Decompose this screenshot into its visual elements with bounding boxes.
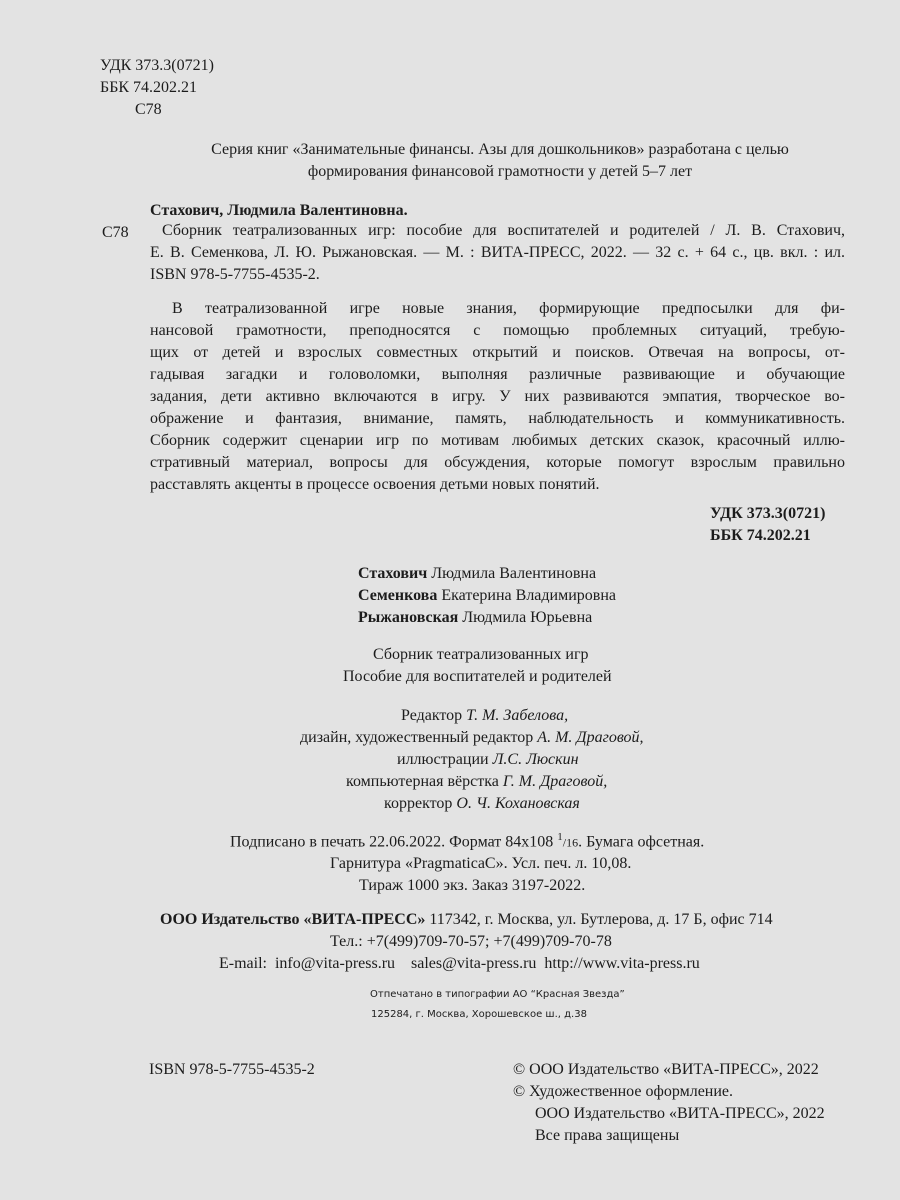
credit-person: А. М. Драговой,: [537, 729, 644, 746]
catalog-mark: С78: [102, 224, 129, 241]
copyright-line: ООО Издательство «ВИТА-ПРЕСС», 2022: [535, 1105, 825, 1122]
series-note: [150, 139, 850, 183]
bottom-bbk: ББК 74.202.21: [710, 527, 811, 544]
author-surname: Семенкова: [358, 587, 438, 604]
series-note-line: формирования финансовой грамотности у детей 5–7 лет: [307, 163, 693, 180]
author-surname: Стахович: [358, 565, 428, 582]
annotation-line: нансовой грамотности, преподносятся с помощью проблемных ситуаций, требую-: [150, 322, 845, 339]
credit-role: Редактор: [401, 707, 463, 724]
credit-person: Г. М. Драговой,: [502, 773, 608, 790]
credit-role: корректор: [384, 795, 453, 812]
annotation-line: стративный материал, вопросы для обсуждения, которые помогут взрослым правильно: [150, 454, 845, 471]
annotation-line: ображение и фантазия, внимание, память, наблюдательность и коммуникативность.: [150, 410, 845, 427]
email-link-sales[interactable]: sales@vita-press.ru: [411, 955, 537, 972]
imprint-fraction-denominator: /16: [562, 835, 579, 850]
author-given-name: Людмила Юрьевна: [462, 609, 593, 626]
imprint-text: Подписано в печать 22.06.2022. Формат 84х108: [230, 833, 558, 851]
credit-line: [0, 793, 900, 815]
credit-role: дизайн, художественный редактор: [300, 729, 534, 746]
annotation-line: расставлять акценты в процессе освоения детьми новых понятий.: [150, 476, 600, 493]
annotation-line: щих от детей и взрослых совместных открытий и поисков. Отвечая на вопросы, от-: [150, 344, 845, 361]
imprint-line: Гарнитура «PragmaticaC». Усл. печ. л. 10,08.: [330, 855, 632, 873]
imprint-fraction-numerator: 1: [557, 831, 563, 843]
website-link[interactable]: http://www.vita-press.ru: [544, 955, 700, 972]
author-given-name: Екатерина Владимировна: [441, 587, 617, 604]
author-given-name: Людмила Валентиновна: [431, 565, 597, 582]
copyright-block: [513, 1059, 825, 1147]
author-line: [358, 607, 616, 629]
footer-isbn: ISBN 978-5-7755-4535-2: [149, 1061, 315, 1078]
imprint: [0, 826, 900, 897]
publisher-phones: Тел.: +7(499)709-70-57; +7(499)709-70-78: [330, 933, 612, 950]
author-line: [358, 585, 616, 607]
authors-list: [358, 563, 616, 629]
publisher-line: [0, 909, 900, 931]
imprint-line: Тираж 1000 экз. Заказ 3197-2022.: [359, 877, 586, 895]
annotation-line: гадывая загадки и головоломки, выполняя различные развивающие и обучающие: [150, 366, 845, 383]
imprint-line: [0, 826, 900, 853]
copyright-line: © ООО Издательство «ВИТА-ПРЕСС», 2022: [513, 1061, 819, 1078]
publisher-name: ООО Издательство «ВИТА-ПРЕСС»: [160, 911, 426, 928]
publisher-contacts: [0, 953, 900, 975]
author-line: [358, 563, 616, 585]
email-link-info[interactable]: info@vita-press.ru: [274, 955, 396, 972]
credit-role: компьютерная вёрстка: [346, 773, 499, 790]
author-surname: Рыжановская: [358, 609, 459, 626]
publisher: [0, 909, 900, 975]
credit-role: иллюстрации: [397, 751, 489, 768]
copyright-line: Все права защищены: [535, 1127, 680, 1144]
annotation-line: В театрализованной игре новые знания, формирующие предпосылки для фи-: [172, 300, 845, 317]
top-bbk: ББК 74.202.21: [100, 79, 198, 96]
bottom-udk: УДК 373.3(0721): [710, 505, 826, 522]
email-label: E-mail:: [219, 955, 267, 972]
catalog-author-heading: Стахович, Людмила Валентиновна.: [150, 202, 408, 219]
credit-line: [0, 749, 900, 771]
copyright-line: © Художественное оформление.: [513, 1083, 734, 1100]
credit-person: Л.С. Люскин: [492, 751, 579, 768]
annotation-line: Сборник содержит сценарии игр по мотивам любимых детских сказок, красочный иллю-: [150, 432, 845, 449]
credit-person: Т. М. Забелова,: [466, 707, 569, 724]
title-block: [343, 644, 612, 688]
series-note-line: Серия книг «Занимательные финансы. Азы для дошкольников» разработана с целью: [211, 141, 789, 158]
credit-person: О. Ч. Кохановская: [456, 795, 580, 812]
catalog-entry-body: [150, 220, 845, 286]
annotation-line: задания, дети активно включаются в игру. У них развиваются эмпатия, творческое во-: [150, 388, 845, 405]
catalog-entry-line: Сборник театрализованных игр: пособие для воспитателей и родителей / Л. В. Стахович,: [162, 222, 845, 239]
catalog-entry-line: Е. В. Семенкова, Л. Ю. Рыжановская. — М. : ВИТА-ПРЕСС, 2022. — 32 с. + 64 с., цв. вкл. : ил.: [150, 244, 845, 261]
book-subtitle: Пособие для воспитателей и родителей: [343, 668, 612, 685]
book-title: Сборник театрализованных игр: [373, 646, 589, 663]
annotation: [150, 298, 845, 496]
credit-line: [0, 705, 900, 727]
printer: [370, 985, 625, 1025]
top-author-mark: С78: [135, 101, 162, 118]
credit-line: [0, 771, 900, 793]
printer-line: 125284, г. Москва, Хорошевское ш., д.38: [371, 1009, 587, 1020]
credits: [0, 705, 900, 815]
credit-line: [0, 727, 900, 749]
catalog-entry-line: ISBN 978-5-7755-4535-2.: [150, 266, 320, 283]
top-udk: УДК 373.3(0721): [100, 57, 214, 74]
publisher-address: 117342, г. Москва, ул. Бутлерова, д. 17 Б, офис 714: [429, 911, 773, 928]
printer-line: Отпечатано в типографии АО “Красная Звезда”: [370, 989, 625, 1000]
imprint-text: . Бумага офсетная.: [578, 833, 705, 851]
